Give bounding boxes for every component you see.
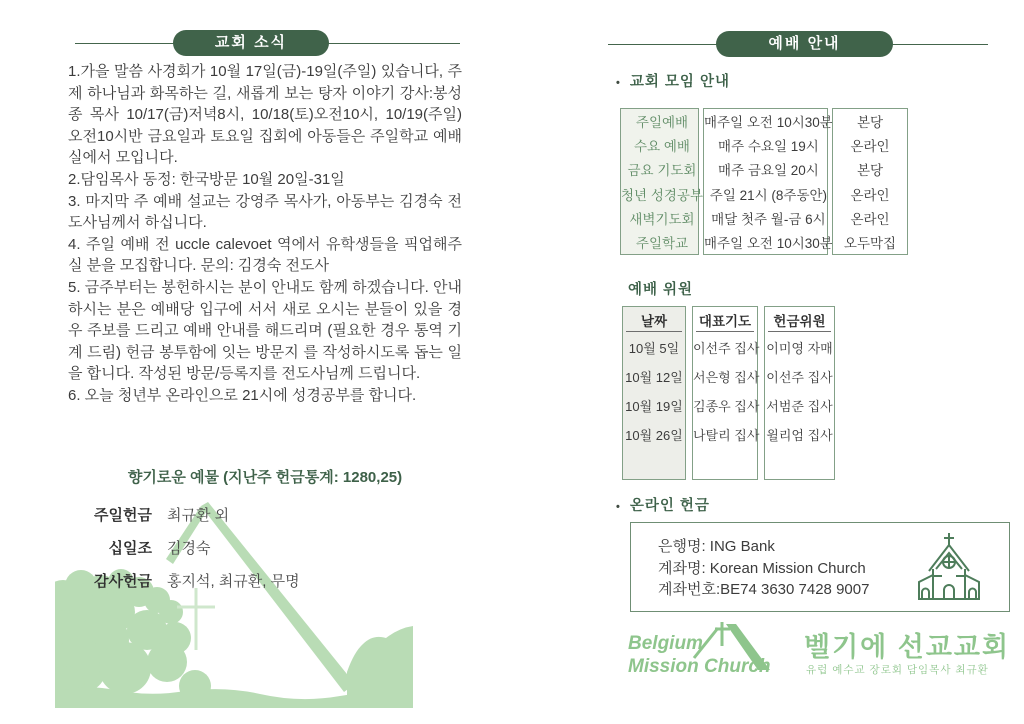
meetings-time-column: [703, 108, 833, 255]
church-news-title: 교회 소식: [214, 34, 288, 51]
duty-prayer: 서은형 집사: [693, 370, 760, 385]
offering-label: 주일헌금: [94, 507, 152, 524]
duty-date: 10월 5일: [628, 341, 680, 356]
duty-usher: 서범준 집사: [766, 399, 833, 414]
duty-table: [622, 306, 835, 480]
bullet-dot-icon: •: [616, 77, 621, 89]
offering-label: 십일조: [108, 540, 152, 557]
meeting-time: 주일 21시 (8주동안): [709, 187, 828, 203]
duty-usher-column: [764, 306, 835, 480]
meeting-time: 매주 수요일 19시: [718, 139, 819, 155]
news-item-5: 5. 금주부터는 봉헌하시는 분이 안내도 함께 하겠습니다. 안내하시는 분은 예배당 입구에 서서 새로 오시는 분들이 있을 경우 주보를 드리고 예배 안내를 해드리며 (필요한 경우 통역 기계 드림) 헌금 봉투함에 잇는 방문지 를 작성하시도록 돕는 일을 합니다. 작성된 방문/등록지를 전도사님께 드립니다.: [68, 278, 462, 383]
account-name-line: 계좌명: Korean Mission Church: [658, 559, 866, 577]
meeting-place: 온라인: [850, 187, 890, 203]
worship-guide-title: 예배 안내: [768, 35, 841, 52]
offering-value: 홍지석, 최규환, 무명: [167, 573, 300, 590]
duty-prayer: 이선주 집사: [693, 341, 760, 356]
duty-usher: 이미영 자매: [766, 341, 833, 356]
news-item-2: 2.담임목사 동정: 한국방문 10월 20일-31일: [68, 170, 345, 188]
logo-text-mission-church: Mission Church: [628, 656, 771, 677]
news-item-3: 3. 마지막 주 예배 설교는 강영주 목사가, 아동부는 김경숙 전도사님께서 하십니다.: [68, 192, 462, 232]
korean-church-logo-subtitle: 유럽 예수교 장로회 담임목사 최규환: [806, 664, 989, 676]
offering-title: 향기로운 예물 (지난주 헌금통계: 1280,25): [127, 469, 403, 486]
meeting-time: 매주일 오전 10시30분: [704, 235, 833, 251]
meetings-place-column: [832, 108, 908, 255]
online-giving-box: [630, 522, 1010, 612]
meeting-place: 본당: [856, 115, 884, 131]
meeting-name: 주일학교: [635, 235, 689, 251]
news-item-6: 6. 오늘 청년부 온라인으로 21시에 성경공부를 합니다.: [68, 386, 417, 404]
duty-header-date: 날짜: [626, 310, 682, 332]
meeting-place: 오두막집: [843, 235, 897, 251]
meetings-table: [620, 108, 908, 255]
duty-header-prayer: 대표기도: [696, 310, 754, 332]
meeting-place: 온라인: [850, 139, 890, 155]
news-item-4: 4. 주일 예배 전 uccle calevoet 역에서 유학생들을 픽업해주실 분을 모집합니다. 문의: 김경숙 전도사: [68, 235, 462, 275]
meeting-time: 매주 금요일 20시: [718, 163, 819, 179]
bullet-dot-icon: •: [616, 501, 621, 513]
meeting-name: 수요 예배: [634, 139, 690, 155]
logo-text-belgium: Belgium: [628, 633, 703, 654]
bank-name-line: 은행명: ING Bank: [658, 538, 775, 555]
offering-value: 김경숙: [167, 540, 211, 557]
meetings-heading: • 교회 모임 안내: [616, 74, 730, 90]
account-number-line: 계좌번호:BE74 3630 7428 9007: [658, 581, 870, 598]
duty-usher: 윌리엄 집사: [766, 428, 833, 443]
korean-church-logo-title: 벨기에 선교교회: [804, 632, 1011, 662]
meeting-name: 주일예배: [635, 115, 689, 131]
offering-row: [68, 537, 300, 558]
meeting-place: 온라인: [850, 211, 890, 227]
duty-date: 10월 19일: [625, 399, 683, 414]
online-giving-heading: • 온라인 헌금: [616, 498, 710, 514]
offering-label: 감사헌금: [94, 573, 152, 590]
duty-prayer: 나탈리 집사: [693, 428, 760, 443]
duty-header-usher: 헌금위원: [768, 310, 831, 332]
offering-value: 최규환 외: [167, 507, 230, 524]
belgium-mission-church-logo: [628, 616, 778, 686]
meetings-name-column: [620, 108, 703, 255]
duty-date: 10월 12일: [625, 370, 683, 385]
duty-heading: 예배 위원: [628, 282, 694, 298]
online-giving-details: [658, 536, 869, 601]
duty-prayer: 김종우 집사: [693, 399, 760, 414]
duty-date: 10월 26일: [625, 428, 683, 443]
meeting-time: 매주일 오전 10시30분: [704, 115, 833, 131]
meeting-name: 금요 기도회: [627, 163, 697, 179]
meeting-name: 청년 성경공부: [621, 187, 703, 203]
church-icon: [911, 531, 987, 608]
offering-row: [68, 504, 300, 525]
duty-usher: 이선주 집사: [766, 370, 833, 385]
duty-date-column: [622, 306, 686, 480]
duty-prayer-column: [692, 306, 758, 480]
news-item-1: 1.가을 말씀 사경회가 10월 17일(금)-19일(주일) 있습니다, 주제 하나님과 화목하는 길, 새롭게 보는 탕자 이야기 강사:봉성종 목사 10/17(금)저녁8시, 10/18(토)오전10시, 10/19(주일)오전10시반 금요일과 토요일 집회에 아동들은 주일학교 예배실에서 모입니다.: [68, 63, 462, 167]
meeting-name: 새벽기도회: [629, 211, 695, 227]
church-news-title-badge: [173, 30, 329, 56]
offering-row: [68, 570, 300, 591]
offering-list: [68, 504, 300, 603]
meeting-time: 매달 첫주 월-금 6시: [711, 211, 826, 227]
meeting-place: 본당: [856, 163, 884, 179]
worship-guide-title-badge: [716, 31, 893, 57]
church-news-list: [68, 61, 462, 407]
